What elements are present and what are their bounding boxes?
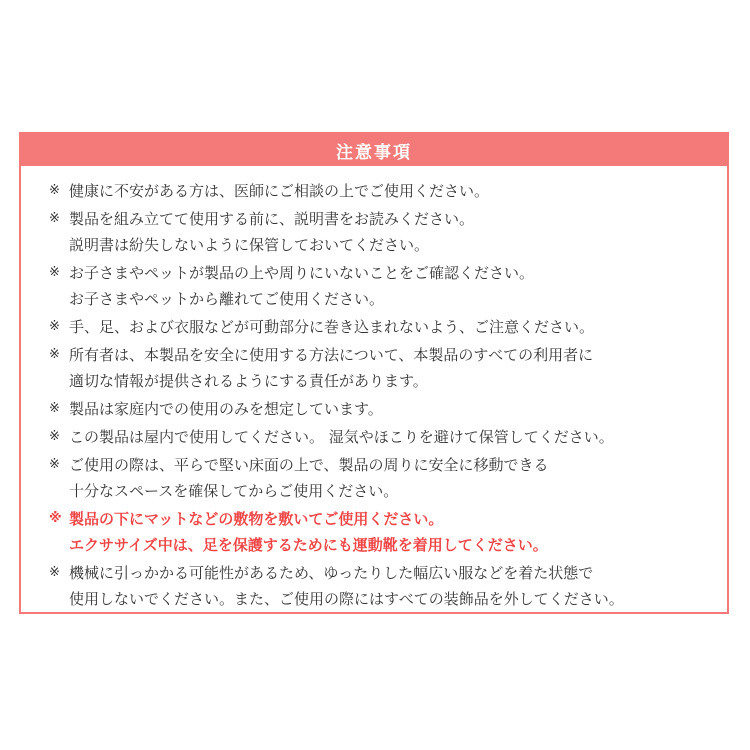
reference-mark-icon: ※: [49, 347, 60, 362]
notice-item: [49, 396, 721, 422]
notice-item-text: [69, 178, 489, 204]
notice-list: [49, 178, 721, 614]
notice-line: 製品を組み立てて使用する前に、説明書をお読みください。: [69, 210, 475, 228]
notice-line: 手、足、および衣服などが可動部分に巻き込まれないよう、ご注意ください。: [69, 318, 595, 336]
reference-mark-icon: ※: [49, 183, 60, 198]
notice-line: 説明書は紛失しないように保管しておいてください。: [69, 236, 430, 254]
notice-line: 機械に引っかかる可能性があるため、ゆったりした幅広い服などを着た状態で: [69, 564, 594, 582]
notice-item: [49, 260, 721, 312]
reference-mark-icon: ※: [49, 211, 60, 226]
reference-mark-icon: ※: [49, 319, 60, 334]
notice-item-text: [69, 424, 614, 450]
notice-item-text: [69, 560, 624, 612]
notice-line: 適切な情報が提供されるようにする責任があります。: [69, 372, 428, 390]
notice-line: お子さまやペットから離れてご使用ください。: [69, 290, 385, 308]
notice-item: [49, 342, 721, 394]
notice-item: [49, 452, 721, 504]
notice-line: ご使用の際は、平らで堅い床面の上で、製品の周りに安全に移動できる: [69, 456, 549, 474]
reference-mark-icon: ※: [49, 265, 60, 280]
notice-title: 注意事項: [336, 142, 412, 163]
reference-mark-icon: ※: [49, 457, 60, 472]
notice-item: [49, 314, 721, 340]
notice-item-text: [69, 342, 593, 394]
notice-line: 所有者は、本製品を安全に使用する方法について、本製品のすべての利用者に: [69, 346, 594, 364]
notice-item-text: [69, 452, 549, 504]
notice-line: エクササイズ中は、足を保護するためにも運動靴を着用してください。: [69, 536, 548, 554]
reference-mark-icon: ※: [49, 401, 60, 416]
reference-mark-icon: ※: [49, 429, 60, 444]
notice-item-text: [69, 260, 534, 312]
notice-box: [19, 132, 729, 614]
notice-item: [49, 424, 721, 450]
notice-item: [49, 560, 721, 612]
notice-line: 十分なスペースを確保してからご使用ください。: [69, 482, 399, 500]
notice-line: 製品は家庭内での使用のみを想定しています。: [69, 400, 383, 418]
notice-item-text: [69, 314, 594, 340]
notice-item-text: [69, 396, 383, 422]
notice-header: [21, 134, 727, 166]
notice-item-text: [69, 206, 474, 258]
notice-line: 製品の下にマットなどの敷物を敷いてご使用ください。: [69, 510, 444, 528]
notice-line: お子さまやペットが製品の上や周りにいないことをご確認ください。: [69, 264, 535, 282]
warning-item: [49, 506, 721, 558]
notice-line: 使用しないでください。また、ご使用の際にはすべての装飾品を外してください。: [69, 590, 624, 608]
reference-mark-icon: ※: [49, 565, 60, 580]
notice-item: [49, 178, 721, 204]
notice-line: この製品は屋内で使用してください。 湿気やほこりを避けて保管してください。: [69, 428, 614, 446]
notice-line: 健康に不安がある方は、医師にご相談の上でご使用ください。: [69, 182, 490, 200]
reference-mark-icon: ※: [49, 511, 62, 526]
notice-item: [49, 206, 721, 258]
notice-item-text: [69, 506, 548, 558]
